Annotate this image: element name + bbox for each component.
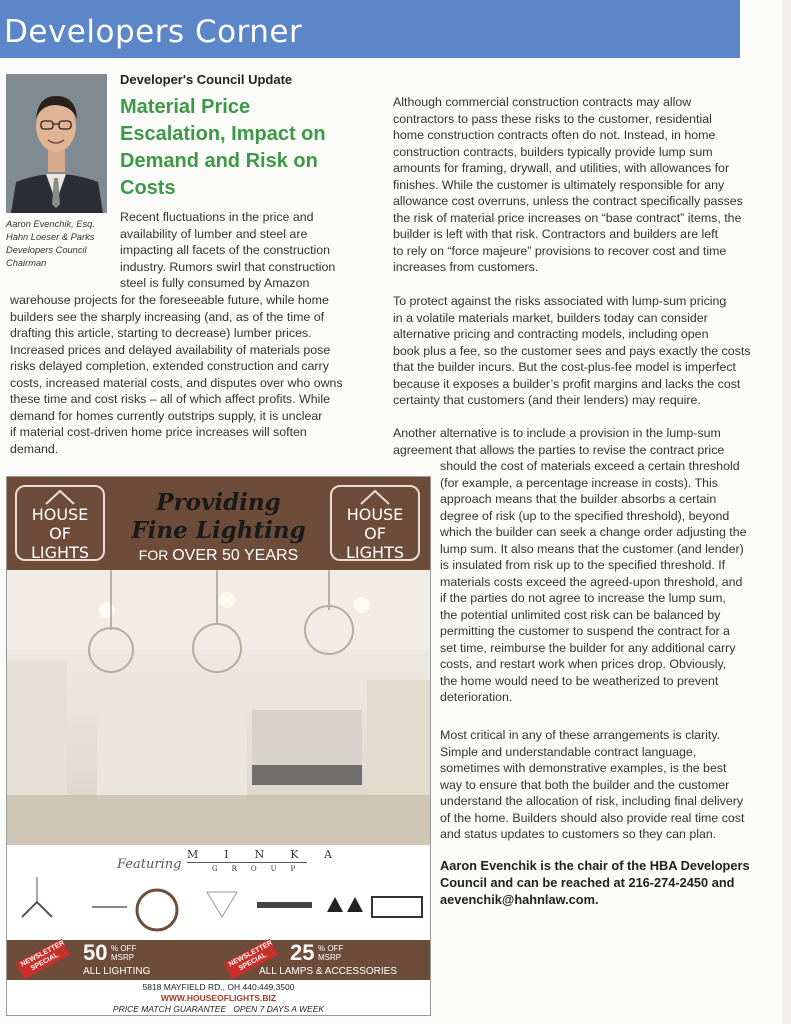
- section-title: Developers Corner: [4, 14, 303, 50]
- headline: Material Price Escalation, Impact on Demand and Risk on Costs: [120, 96, 326, 199]
- fixture-lineup: [7, 872, 430, 942]
- store-url[interactable]: WWW.HOUSEOFLIGHTS.BIZ: [160, 993, 277, 1003]
- paragraph-intro: Recent fluctuations in the price and availability of lumber and steel are impacting all facets of the construction industry. Rumors swirl that construction steel is fully consumed by Amazon: [120, 210, 336, 290]
- kicker: Developer's Council Update: [120, 72, 293, 87]
- paragraph-clarity: Most critical in any of these arrangements is clarity. Simple and understandable contract language, sometimes with demonstrative examples, is the best way to ensure that both the builder and the customer understand the allocation of risk, including final delivery of the home. Builders should also provide real time cost and status updates to customers so they can plan.: [440, 728, 745, 841]
- brand-rule: [187, 862, 307, 863]
- author-caption: Aaron Evenchik, Esq. Hahn Loeser & Parks Developers Council Chairman: [6, 219, 95, 268]
- kitchen-photo: [7, 570, 430, 845]
- house-roof-icon: [45, 489, 75, 505]
- ad-headline-3: FOR OVER 50 YEARS: [138, 547, 299, 564]
- newsletter-special-ribbon: NEWSLETTER SPECIAL: [16, 939, 70, 979]
- open-days-text: OPEN 7 DAYS A WEEK: [233, 1004, 325, 1014]
- house-of-lights-logo-right: HOUSE OF LIGHTS: [330, 485, 420, 561]
- price-match-text: PRICE MATCH GUARANTEE: [112, 1004, 227, 1014]
- minka-group: GROUP: [212, 865, 310, 873]
- offer-2-percent: 25: [290, 940, 315, 965]
- offer-1-off: % OFF MSRP: [111, 944, 137, 962]
- house-of-lights-logo-left: HOUSE OF LIGHTS: [15, 485, 105, 561]
- offer-2-off: % OFF MSRP: [318, 944, 344, 962]
- minka-brand: MINKA: [187, 848, 358, 861]
- paragraph-contracts: Although commercial construction contracts may allow contractors to pass these risks to the customer, residential home construction contracts often do not. Instead, in home construction contracts, builders typically provide lump sum amounts for framing, drywall, and utilities, with allowances for finishes. While the customer is ultimately responsible for any allowance cost overruns, unless the contract specifically passes the risk of material price increases on “base contract” items, the builder is left with that risk. Contractors and builders are left to rely on “force majeure” provisions to recover cost and time increases from customers.: [393, 95, 743, 274]
- paragraph-threshold: Another alternative is to include a provision in the lump-sum agreement that allows the parties to revise the contract price: [393, 426, 725, 457]
- section-banner: [0, 0, 740, 58]
- ad-headline-2: Fine Lighting: [131, 517, 306, 544]
- featuring-label: Featuring: [117, 857, 182, 872]
- ad-headline-1: Providing: [156, 489, 281, 516]
- paragraph-threshold-cont: should the cost of materials exceed a certain threshold (for example, a percentage increase in costs). This approach means that the builder absorbs a certain degree of risk (up to the specified threshold), beyond which the builder can seek a change order adjusting the lump sum. It also means that the customer (and lender) is insulated from risk up to the specified threshold. If materials costs exceed the agreed-upon threshold, and if the parties do not agree to increase the lump sum, the potential unlimited cost risk can be balanced by permitting the customer to suspend the contract for a set time, reimburse the builder for any additional carry costs, and restart work when prices drop. Obviously, the home would need to be weatherized to prevent deterioration.: [440, 459, 747, 704]
- ad-offer-bar: [7, 940, 430, 980]
- newsletter-special-ribbon: NEWSLETTER SPECIAL: [224, 939, 278, 979]
- store-address: 5818 MAYFIELD RD., OH 440.449.3500: [142, 982, 295, 992]
- offer-2-label: ALL LAMPS & ACCESSORIES: [259, 966, 398, 977]
- author-signature: Aaron Evenchik is the chair of the HBA Developers Council and can be reached at 216-274-2450 and aevenchik@hahnlaw.com.: [440, 858, 750, 907]
- house-roof-icon: [360, 489, 390, 505]
- paragraph-intro-cont: warehouse projects for the foreseeable future, while home builders see the sharply increasing (and, as of the time of drafting this article, starting to decrease) lumber prices. Increased prices and delayed availability of materials pose risks delayed completion, extended construction and carry costs, increased material costs, and disputes over who owns these time and cost risks – all of which affect profits. While demand for homes currently outstrips supply, it is unclear if material cost-driven home price increases will soften demand.: [10, 293, 343, 456]
- author-photo: [6, 74, 107, 213]
- paragraph-alternatives: To protect against the risks associated with lump-sum pricing in a volatile materials market, builders today can consider alternative pricing and contracting models, including open book plus a fee, so the customer sees and pays exactly the costs that the builder incurs. But the cost-plus-fee model is imperfect because it exposes a builder’s profit margins and lacks the cost certainty that customers (and their lenders) may require.: [393, 294, 751, 407]
- house-of-lights-ad[interactable]: [6, 476, 431, 1016]
- offer-1-percent: 50: [83, 940, 108, 965]
- ad-footer: [7, 982, 430, 1015]
- offer-1-label: ALL LIGHTING: [83, 966, 151, 977]
- page-edge: [782, 0, 791, 1024]
